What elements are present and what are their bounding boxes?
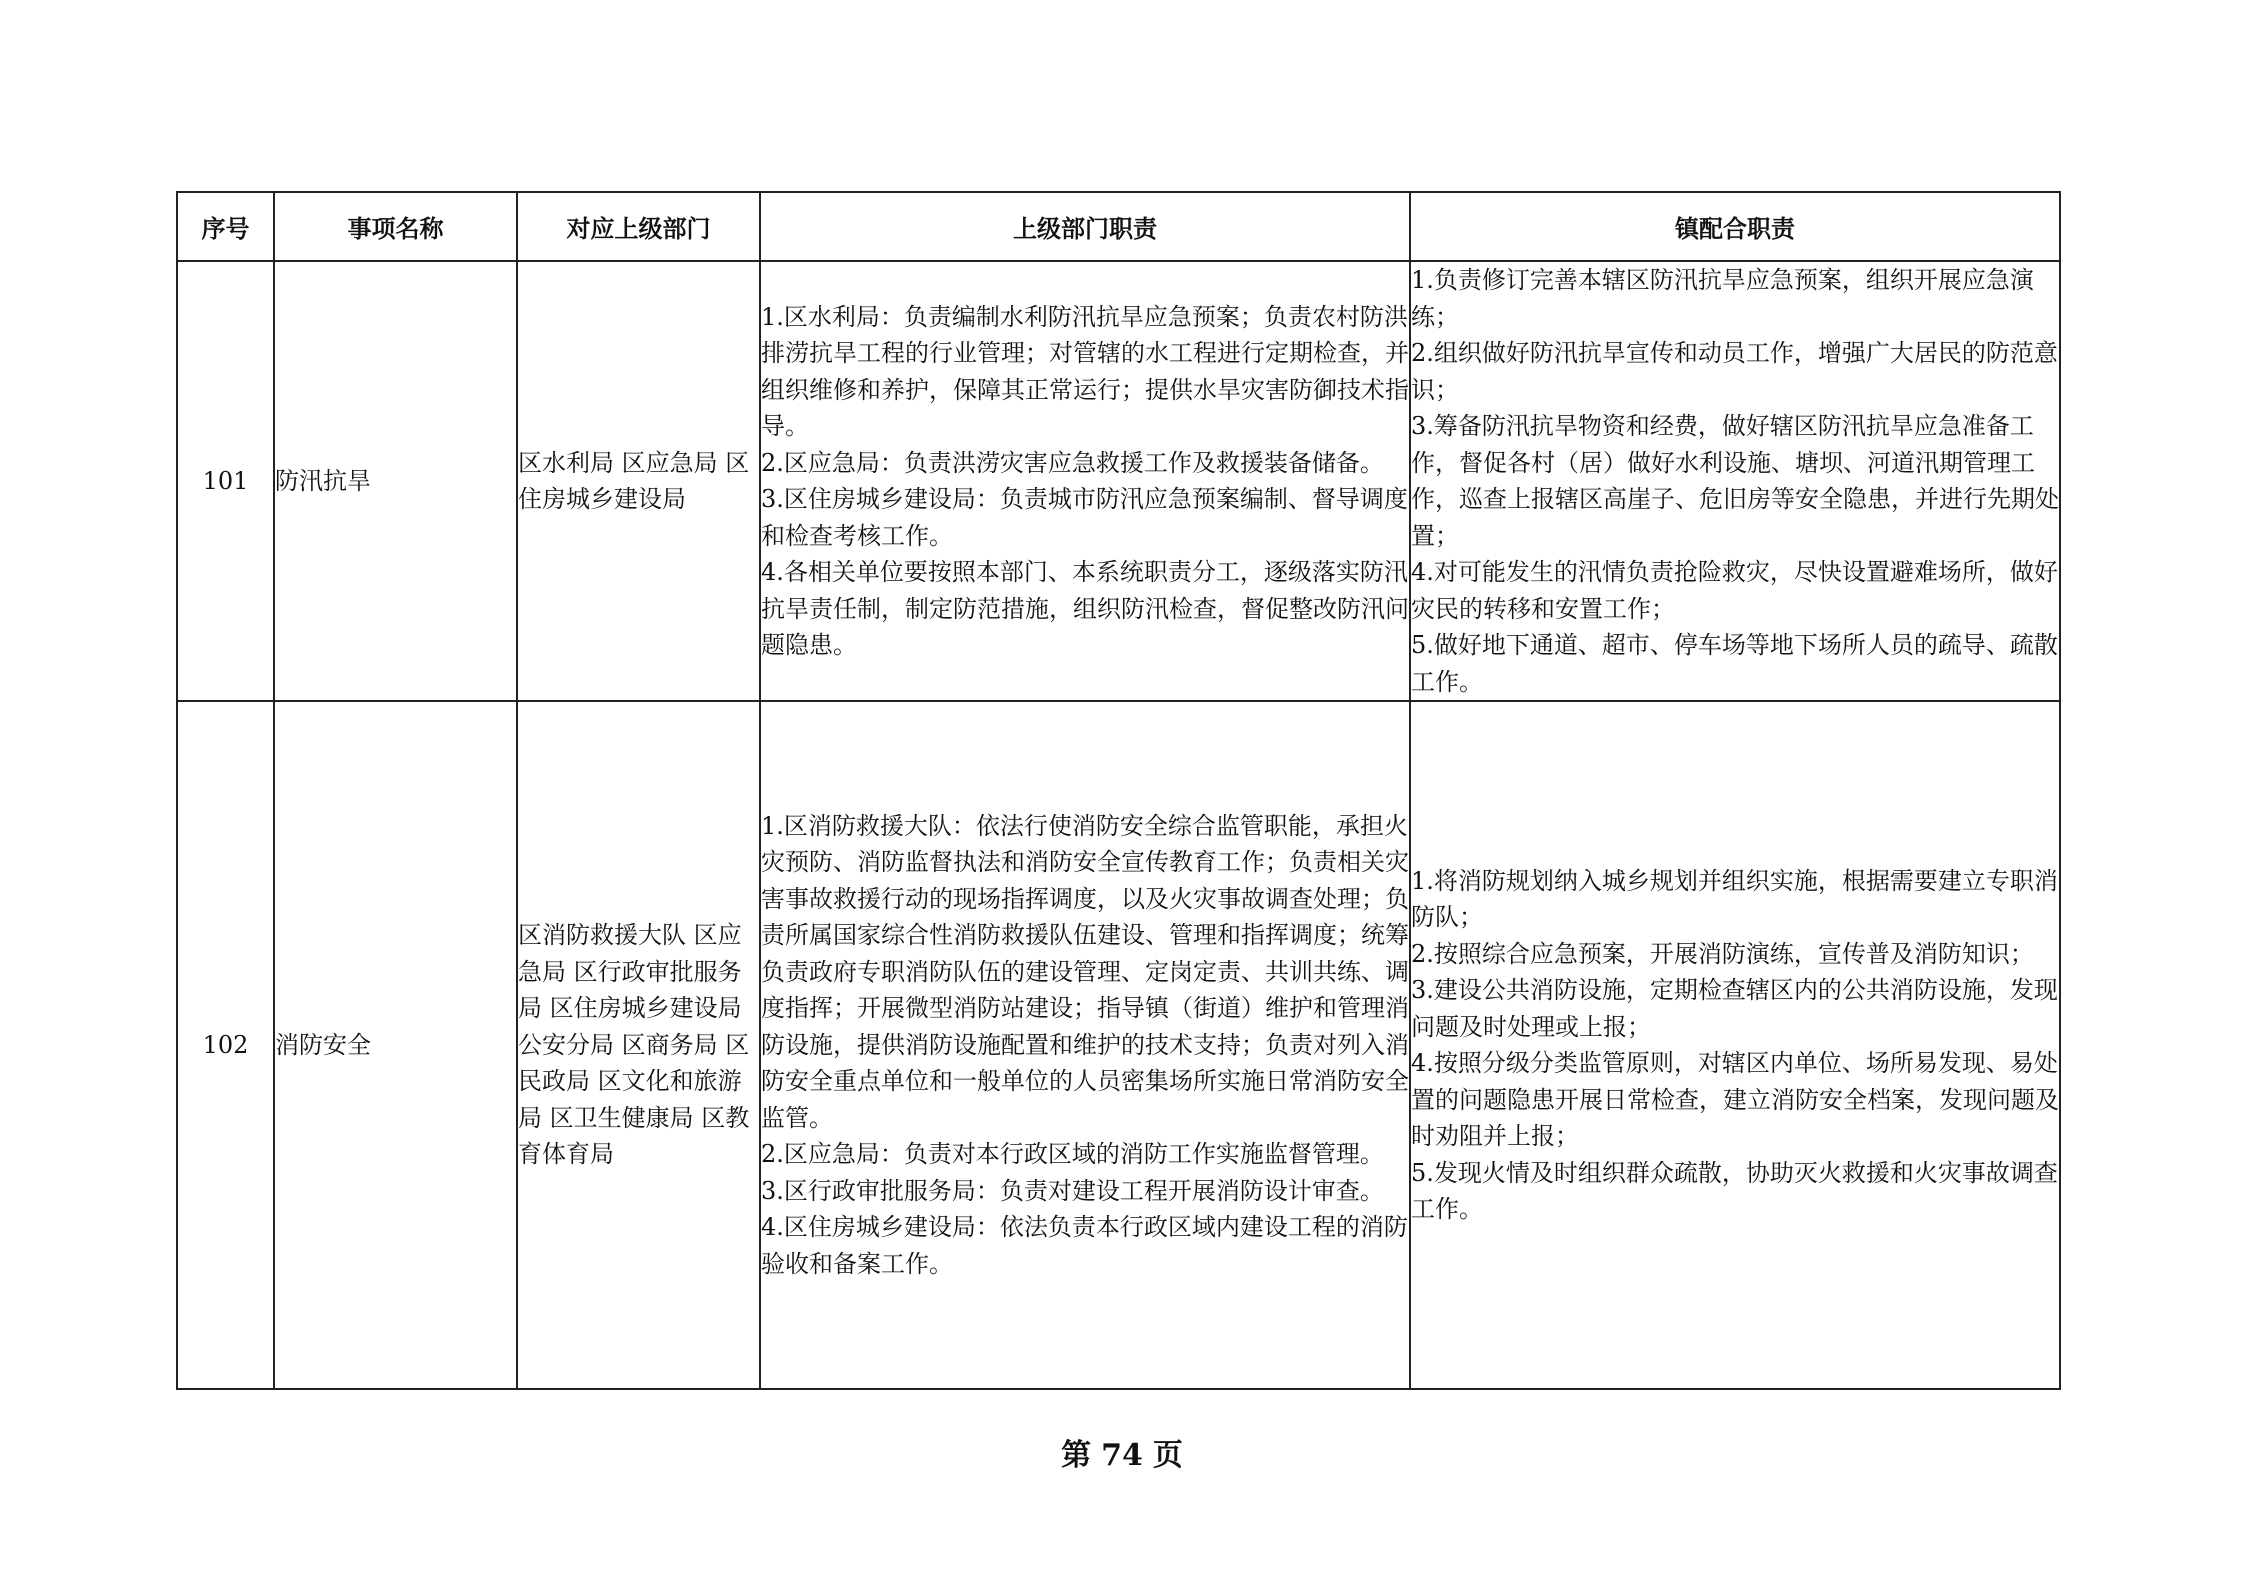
- row-upper-duties: [760, 261, 1410, 701]
- duty-item: 4.区住房城乡建设局：依法负责本行政区域内建设工程的消防验收和备案工作。: [761, 1213, 1408, 1278]
- duty-item: 1.区水利局：负责编制水利防汛抗旱应急预案；负责农村防洪排涝抗旱工程的行业管理；对管辖的水工程进行定期检查，并组织维修和养护，保障其正常运行；提供水旱灾害防御技术指导。: [761, 302, 1409, 440]
- duty-item: 4.按照分级分类监管原则，对辖区内单位、场所易发现、易处置的问题隐患开展日常检查，建立消防安全档案，发现问题及时劝阻并上报；: [1411, 1049, 2059, 1150]
- row-upper-duties: [760, 701, 1410, 1389]
- row-town-duties: [1410, 261, 2060, 701]
- duty-item: 2.组织做好防汛抗旱宣传和动员工作，增强广大居民的防范意识；: [1411, 339, 2058, 404]
- page-num: 74: [1101, 1438, 1143, 1473]
- page-number: [0, 1430, 2244, 1474]
- responsibility-table: [176, 191, 2061, 1390]
- row-upper-dept: 区消防救援大队 区应急局 区行政审批服务局 区住房城乡建设局 公安分局 区商务局 区民政局 区文化和旅游局 区卫生健康局 区教育体育局: [517, 701, 760, 1389]
- header-upper-duties: 上级部门职责: [760, 192, 1410, 261]
- row-town-duties: [1410, 701, 2060, 1389]
- table-header-row: [177, 192, 2060, 261]
- duty-item: 2.区应急局：负责对本行政区域的消防工作实施监督管理。: [761, 1140, 1384, 1169]
- table-row: [177, 701, 2060, 1389]
- duty-item: 2.按照综合应急预案，开展消防演练，宣传普及消防知识；: [1411, 939, 2034, 968]
- table-row: [177, 261, 2060, 701]
- page-prefix: 第: [1061, 1438, 1092, 1473]
- header-num: 序号: [177, 192, 274, 261]
- duty-item: 4.各相关单位要按照本部门、本系统职责分工，逐级落实防汛抗旱责任制，制定防范措施，组织防汛检查，督促整改防汛问题隐患。: [761, 558, 1409, 659]
- duty-item: 4.对可能发生的汛情负责抢险救灾，尽快设置避难场所，做好灾民的转移和安置工作；: [1411, 558, 2058, 623]
- header-upper-dept: 对应上级部门: [517, 192, 760, 261]
- duty-item: 3.区行政审批服务局：负责对建设工程开展消防设计审查。: [761, 1176, 1384, 1205]
- duty-item: 5.做好地下通道、超市、停车场等地下场所人员的疏导、疏散工作。: [1411, 631, 2058, 696]
- duty-item: 3.建设公共消防设施，定期检查辖区内的公共消防设施，发现问题及时处理或上报；: [1411, 976, 2058, 1041]
- duty-item: 5.发现火情及时组织群众疏散，协助灭火救援和火灾事故调查工作。: [1411, 1158, 2058, 1223]
- page-suffix: 页: [1152, 1438, 1183, 1473]
- row-num: 102: [177, 701, 274, 1389]
- duty-item: 1.区消防救援大队：依法行使消防安全综合监管职能，承担火灾预防、消防监督执法和消防安全宣传教育工作；负责相关灾害事故救援行动的现场指挥调度，以及火灾事故调查处理；负责所属国家综合性消防救援队伍建设、管理和指挥调度；统筹负责政府专职消防队伍的建设管理、定岗定责、共训共练、调度指挥；开展微型消防站建设；指导镇（街道）维护和管理消防设施，提供消防设施配置和维护的技术支持；负责对列入消防安全重点单位和一般单位的人员密集场所实施日常消防安全监管。: [761, 811, 1409, 1132]
- header-item-name: 事项名称: [274, 192, 517, 261]
- row-item-name: 防汛抗旱: [274, 261, 517, 701]
- row-item-name: 消防安全: [274, 701, 517, 1389]
- duty-item: 1.将消防规划纳入城乡规划并组织实施，根据需要建立专职消防队；: [1411, 866, 2058, 931]
- row-num: 101: [177, 261, 274, 701]
- duty-item: 3.筹备防汛抗旱物资和经费，做好辖区防汛抗旱应急准备工作，督促各村（居）做好水利设施、塘坝、河道汛期管理工作，巡查上报辖区高崖子、危旧房等安全隐患，并进行先期处置；: [1411, 412, 2059, 550]
- duty-item: 3.区住房城乡建设局：负责城市防汛应急预案编制、督导调度和检查考核工作。: [761, 485, 1408, 550]
- header-town-duties: 镇配合职责: [1410, 192, 2060, 261]
- duty-item: 1.负责修订完善本辖区防汛抗旱应急预案，组织开展应急演练；: [1411, 266, 2034, 331]
- duty-item: 2.区应急局：负责洪涝灾害应急救援工作及救援装备储备。: [761, 448, 1384, 477]
- row-upper-dept: 区水利局 区应急局 区住房城乡建设局: [517, 261, 760, 701]
